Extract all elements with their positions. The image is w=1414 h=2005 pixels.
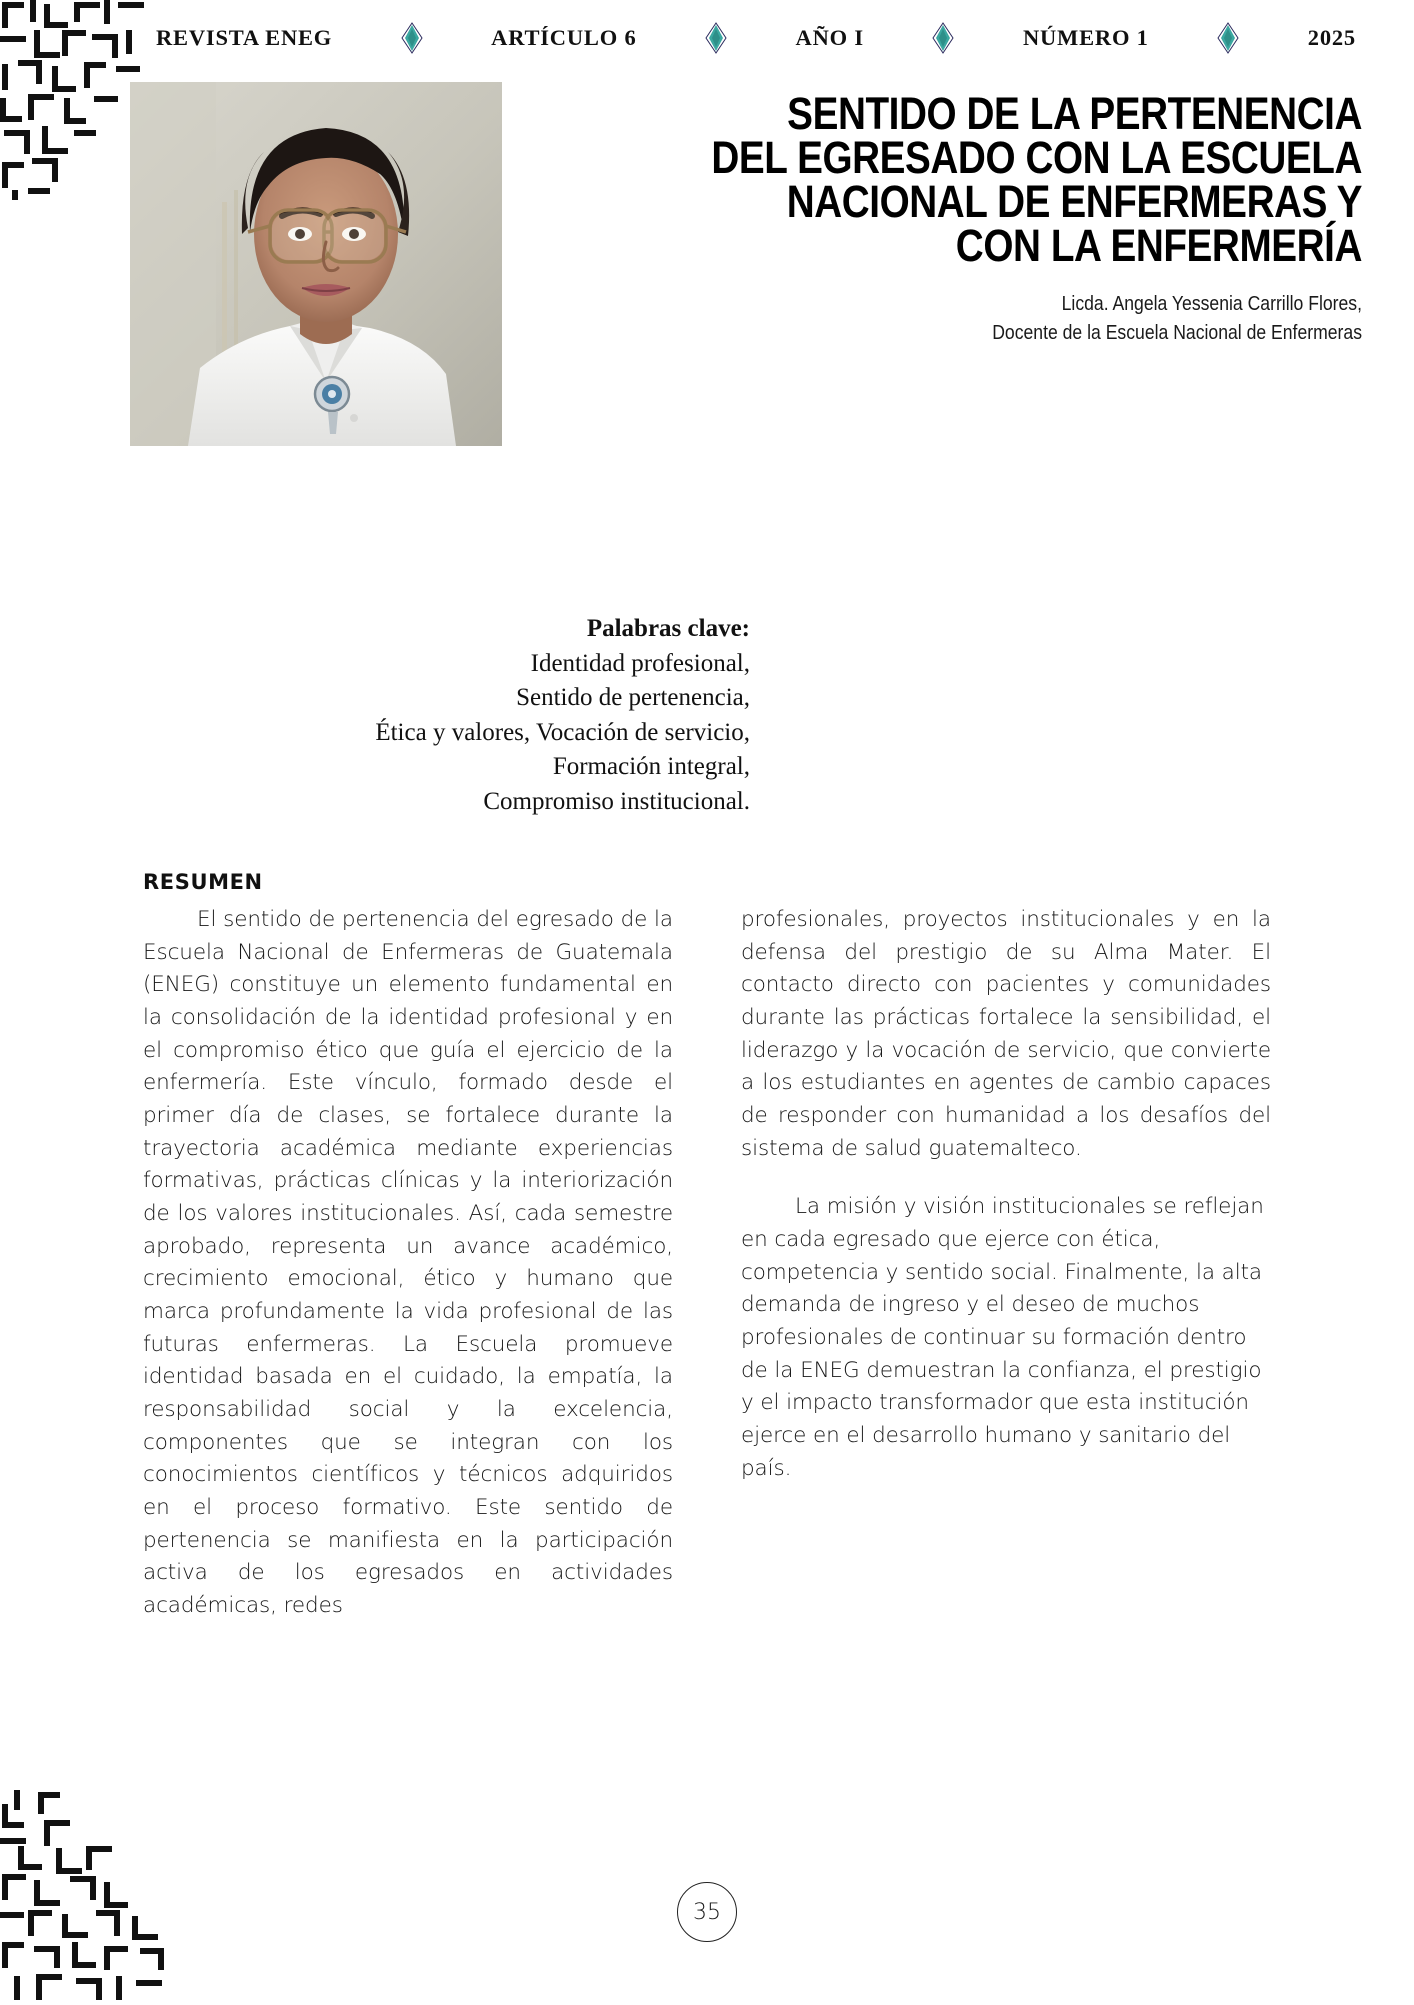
masthead-item-year: 2025 xyxy=(1307,25,1356,50)
masthead xyxy=(150,16,1362,60)
byline-line-1: Licda. Angela Yessenia Carrillo Flores, xyxy=(1061,293,1362,316)
masthead-item-ano: AÑO I xyxy=(795,25,864,50)
corner-maze-decoration-top-left xyxy=(0,0,150,200)
masthead-item-articulo: ARTÍCULO 6 xyxy=(491,25,637,50)
keyword-line: Sentido de pertenencia, xyxy=(516,684,750,711)
corner-maze-decoration-bottom-left xyxy=(0,1790,175,2000)
keyword-line: Compromiso institucional. xyxy=(483,787,750,815)
keywords-block xyxy=(130,612,750,819)
abstract-column-left xyxy=(143,904,673,1623)
section-heading-resumen: RESUMEN xyxy=(143,870,263,894)
title-block xyxy=(520,88,1362,347)
keyword-line: Identidad profesional, xyxy=(530,649,750,677)
diamond-icon xyxy=(1211,21,1245,55)
diamond-icon xyxy=(395,21,429,55)
abstract-section xyxy=(143,870,1271,1623)
title-line-2: DEL EGRESADO CON LA ESCUELA xyxy=(711,132,1362,184)
keywords-label: Palabras clave: xyxy=(586,615,750,642)
abstract-column-right xyxy=(741,904,1271,1623)
author-byline xyxy=(621,290,1362,347)
paragraph: La misión y visión institucionales se reflejan en cada egresado que ejerce con ética, competencia y sentido social. Finalmente, la alta demanda de ingreso y el deseo de muchos profesionales de continuar su formación dentro de la ENEG demuestran la confianza, el prestigio y el impacto transformador que esta institución ejerce en el desarrollo humano y sanitario del país. xyxy=(741,1194,1264,1481)
keyword-line: Formación integral, xyxy=(552,753,750,780)
title-line-1: SENTIDO DE LA PERTENENCIA xyxy=(787,88,1362,139)
hero-section xyxy=(130,82,1362,462)
masthead-item-numero: NÚMERO 1 xyxy=(1022,25,1149,50)
byline-line-2: Docente de la Escuela Nacional de Enfermeras xyxy=(992,321,1362,344)
diamond-icon xyxy=(926,21,960,55)
keyword-line: Ética y valores, Vocación de servicio, xyxy=(375,718,750,746)
paragraph: profesionales, proyectos institucionales y en la defensa del prestigio de su Alma Mater. El contacto directo con pacientes y comunidades durante las prácticas fortalece la sensibilidad, el liderazgo y la vocación de servicio, que convierte a los estudiantes en agentes de cambio capaces de responder con humanidad a los desafíos del sistema de salud guatemalteco. xyxy=(741,907,1271,1161)
diamond-icon xyxy=(699,21,733,55)
page-title xyxy=(638,88,1362,272)
author-portrait-photo xyxy=(130,82,502,446)
page-number-value: 35 xyxy=(693,1899,721,1925)
paragraph: El sentido de pertenencia del egresado de la Escuela Nacional de Enfermeras de Guatemala (ENEG) constituye un elemento fundamental en la consolidación de la identidad profesional y en el compromiso ético que guía el ejercicio de la enfermería. Este vínculo, formado desde el primer día de clases, se fortalece durante la trayectoria académica mediante experiencias formativas, prácticas clínicas y la interiorización de los valores institucionales. Así, cada semestre aprobado, representa un avance académico, crecimiento emocional, ético y humano que marca profundamente la vida profesional de las futuras enfermeras. La Escuela promueve identidad basada en el cuidado, la empatía, la responsabilidad social y la excelencia, componentes que se integran con los conocimientos científicos y técnicos adquiridos en el proceso formativo. Este sentido de pertenencia se manifiesta en la participación activa de los egresados en actividades académicas, redes xyxy=(143,907,673,1619)
page-number-badge xyxy=(677,1882,737,1942)
title-line-3: NACIONAL DE ENFERMERAS Y xyxy=(786,176,1362,228)
two-column-layout xyxy=(143,904,1271,1623)
masthead-item-revista: REVISTA ENEG xyxy=(156,25,333,50)
title-line-4: CON LA ENFERMERÍA xyxy=(955,220,1362,272)
